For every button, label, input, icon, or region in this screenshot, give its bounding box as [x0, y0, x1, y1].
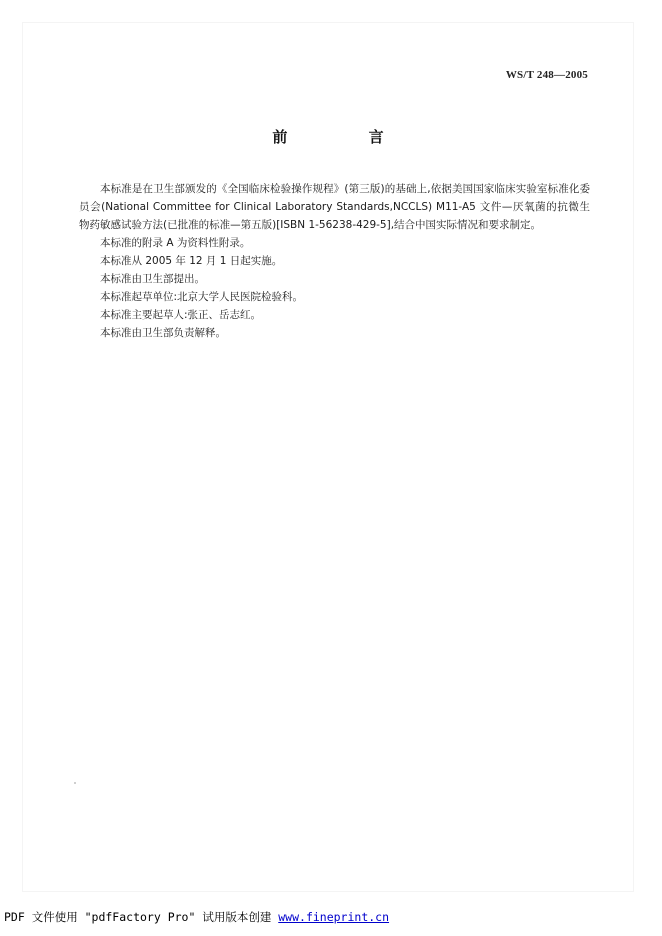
paragraph-drafting-unit: 本标准起草单位:北京大学人民医院检验科。 [100, 291, 304, 303]
scan-speck [74, 782, 76, 784]
footer-text: PDF 文件使用 "pdfFactory Pro" 试用版本创建 [4, 910, 279, 924]
document-page [22, 22, 634, 892]
paragraph-intro: 本标准是在卫生部颁发的《全国临床检验操作规程》(第三版)的基础上,依据美国国家临床实验室标准化委员会(National Committee for Clinical Laboratory Standards,NCCLS) M11-A5 文件—厌氧菌的抗微生物药敏感试验方法(已批准的标准—第五版)[ISBN 1-56238-429-5],结合中国实际情况和要求制定。 [79, 183, 590, 231]
paragraph-drafters: 本标准主要起草人:张正、岳志红。 [100, 309, 262, 321]
footer-link[interactable]: www.fineprint.cn [278, 910, 390, 924]
paragraph-interpretation: 本标准由卫生部负责解释。 [100, 327, 226, 339]
paragraph-effective-date: 本标准从 2005 年 12 月 1 日起实施。 [100, 255, 283, 267]
paragraph-appendix: 本标准的附录 A 为资料性附录。 [100, 237, 251, 249]
paragraph-proposed-by: 本标准由卫生部提出。 [100, 273, 205, 285]
page-title: 前 言 [272, 128, 422, 146]
pdf-footer [4, 909, 389, 925]
standard-code: WS/T 248—2005 [505, 69, 588, 81]
foreword-body [79, 180, 590, 342]
